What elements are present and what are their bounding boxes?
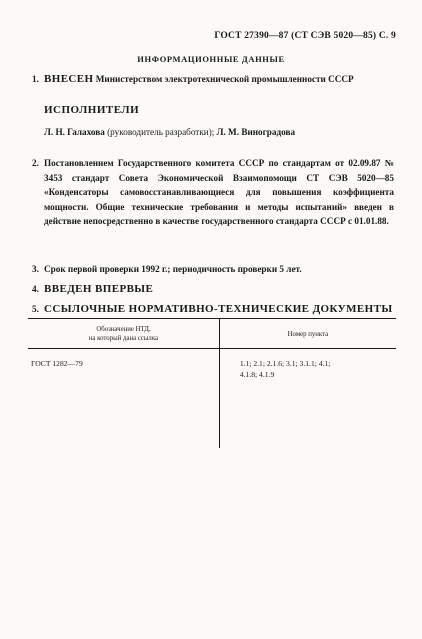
section-4 [32,282,394,297]
section-1 [32,72,394,87]
table-header-point: Номер пункта [219,319,396,349]
references-table [28,318,396,448]
section-2-text: Постановлением Государственного комитета СССР по стандартам от 02.09.87 № 3453 стандарт Совета Экономической Взаимопомощи СТ СЭВ 5020—85 «Конденсаторы самовосстанавливающиеся для повышения коэффициента мощности. Общие технические требования и методы испытаний» введен в действие непосредственно в качестве государственного стандарта СССР с 01.01.88. [44,158,394,226]
section-5-text: ССЫЛОЧНЫЕ НОРМАТИВНО-ТЕХНИЧЕСКИЕ ДОКУМЕНТЫ [44,303,393,315]
performers-list [44,125,394,140]
section-3-number: 3. [32,264,39,274]
section-1-text: Министерством электротехнической промышленности СССР [95,74,354,84]
section-4-number: 4. [32,284,39,294]
table-header-designation: Обозначение НТД, на который дана ссылка [28,319,219,349]
section-3 [32,262,394,277]
performer-role-1: (руководитель разработки); [107,127,215,137]
section-title: ИНФОРМАЦИОННЫЕ ДАННЫЕ [137,54,285,64]
performers-heading: ИСПОЛНИТЕЛИ [44,104,140,116]
section-4-text: ВВЕДЕН ВПЕРВЫЕ [44,283,154,295]
performer-name-1: Л. Н. Галахова [44,127,105,137]
table-row [28,349,396,449]
section-5 [32,302,394,317]
section-1-lead: ВНЕСЕН [44,73,94,85]
table-cell-doc: ГОСТ 1282—79 [28,349,219,449]
section-2 [32,156,394,229]
section-1-number: 1. [32,74,39,84]
section-3-text: Срок первой проверки 1992 г.; периодичность проверки 5 лет. [44,264,302,274]
section-2-number: 2. [32,158,39,168]
performer-name-2: Л. М. Виноградова [216,127,296,137]
page-header: ГОСТ 27390—87 (СТ СЭВ 5020—85) С. 9 [214,31,396,41]
table-cell-points: 1.1; 2.1; 2.1.6; 3.1; 3.1.1; 4.1; 4.1.8; 4.1.9 [239,359,331,379]
section-5-number: 5. [32,304,39,314]
table-header-row [28,319,396,349]
